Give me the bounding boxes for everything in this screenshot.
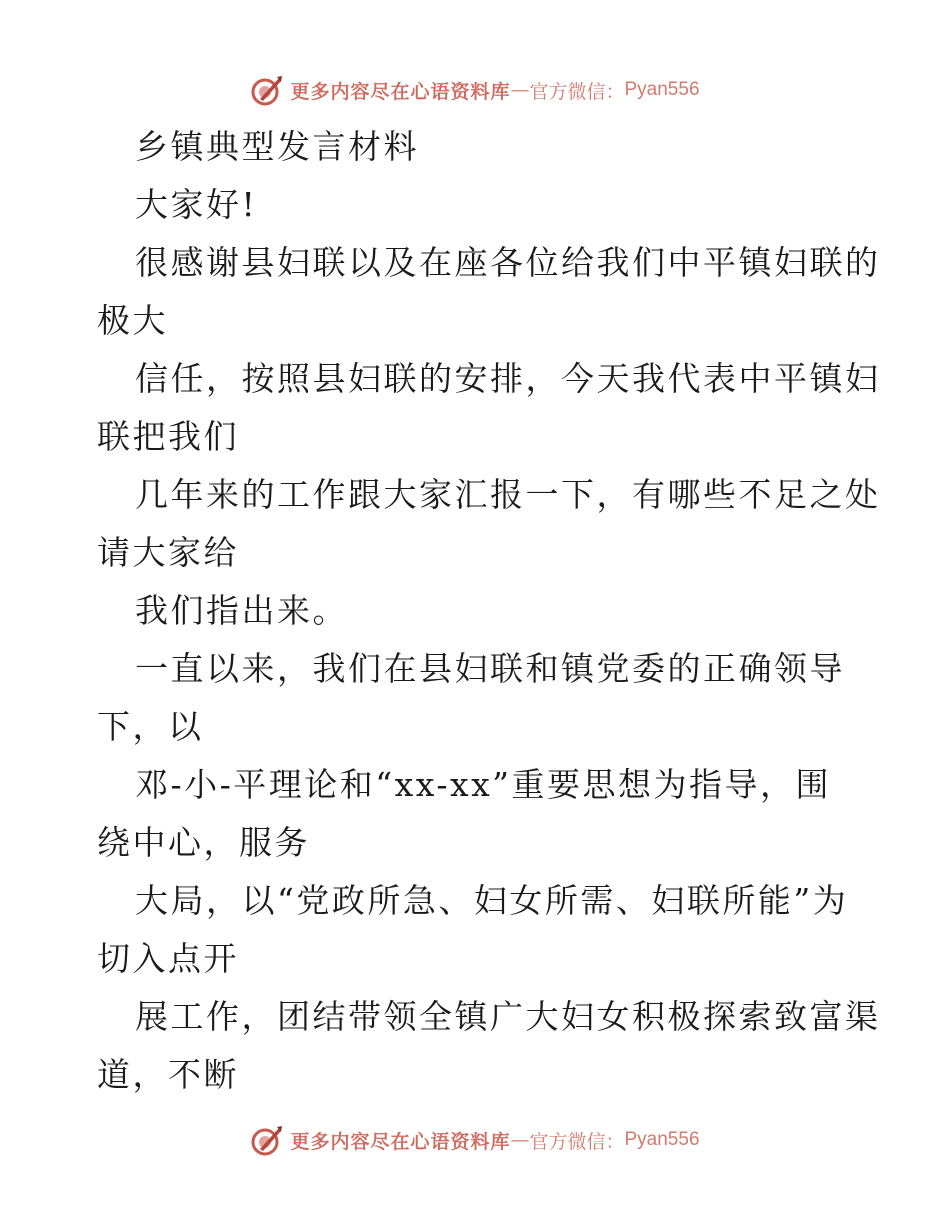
banner-wechat-id: Pyan556 xyxy=(624,1129,700,1150)
document-body xyxy=(97,118,881,1104)
document-line: 下，以 xyxy=(97,707,204,746)
document-line: 邓-小-平理论和“xx-xx”重要思想为指导，围 xyxy=(135,765,832,804)
footer-banner xyxy=(0,1120,950,1160)
quill-logo-icon xyxy=(250,73,284,107)
document-line: 展工作，团结带领全镇广大妇女积极探索致富渠 xyxy=(135,997,881,1036)
document-line: 一直以来，我们在县妇联和镇党委的正确领导 xyxy=(135,649,845,688)
document-line: 极大 xyxy=(97,301,168,340)
document-line: 大家好! xyxy=(135,185,258,224)
document-line: 信任，按照县妇联的安排，今天我代表中平镇妇 xyxy=(135,359,881,398)
document-line: 我们指出来。 xyxy=(135,591,348,630)
banner-separator: — xyxy=(510,79,530,101)
header-banner xyxy=(0,70,950,110)
document-line: 联把我们 xyxy=(97,417,239,456)
quill-logo-icon xyxy=(250,1123,284,1157)
banner-wechat-label: 官方微信： xyxy=(529,80,625,103)
document-line: 很感谢县妇联以及在座各位给我们中平镇妇联的 xyxy=(135,243,881,282)
document-line: 道，不断 xyxy=(97,1055,239,1094)
banner-brand-text: 更多内容尽在心语资料库 xyxy=(290,80,511,103)
document-line: 绕中心，服务 xyxy=(97,823,310,862)
document-line: 大局，以“党政所急、妇女所需、妇联所能”为 xyxy=(135,881,849,920)
banner-brand-text: 更多内容尽在心语资料库 xyxy=(290,1130,511,1153)
banner-separator: — xyxy=(510,1129,530,1151)
banner-wechat-id: Pyan556 xyxy=(624,79,700,100)
banner-wechat-label: 官方微信： xyxy=(529,1130,625,1153)
document-line: 乡镇典型发言材料 xyxy=(135,127,419,166)
document-line: 几年来的工作跟大家汇报一下，有哪些不足之处 xyxy=(135,475,881,514)
document-line: 切入点开 xyxy=(97,939,239,978)
document-line: 请大家给 xyxy=(97,533,239,572)
